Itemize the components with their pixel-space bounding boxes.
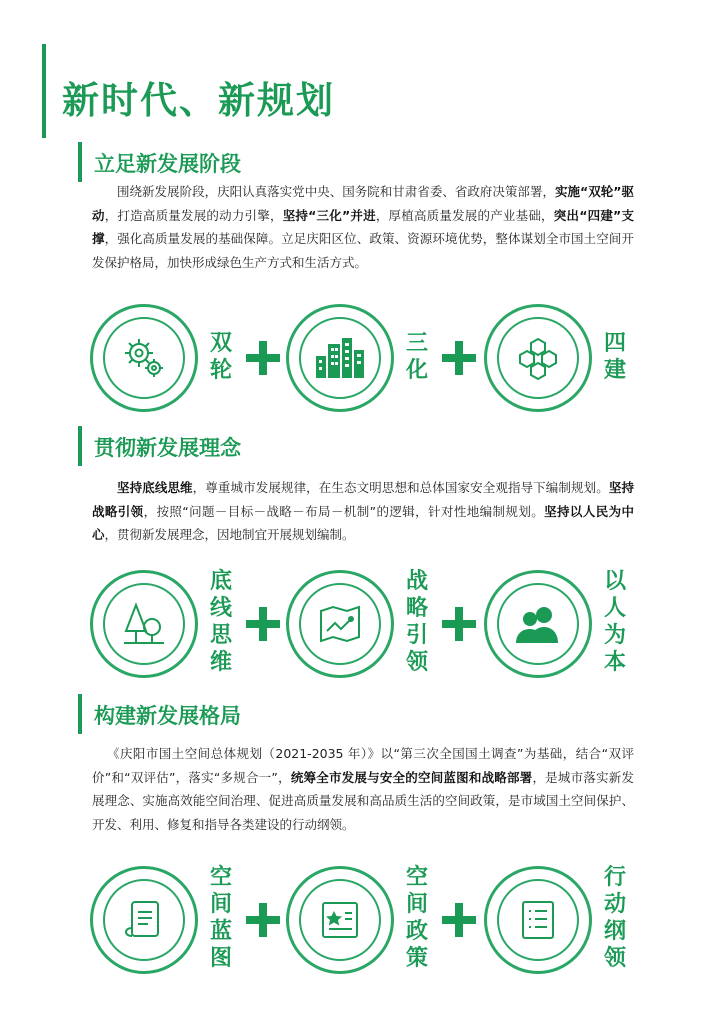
icon-ring bbox=[286, 866, 394, 974]
plus-icon bbox=[246, 341, 280, 375]
icon-ring bbox=[90, 304, 198, 412]
icon-label bbox=[604, 568, 626, 676]
label-char: 底 bbox=[210, 569, 233, 594]
text-run: ，尊重城市发展规律，在生态文明思想和总体国家安全观指导下编制规划。 bbox=[192, 480, 609, 495]
icon-label bbox=[210, 864, 232, 972]
icon-ring bbox=[90, 570, 198, 678]
title-accent-bar bbox=[42, 44, 46, 138]
bold-phrase: 坚持“三化”并进 bbox=[282, 207, 376, 223]
checklist-icon bbox=[519, 898, 557, 942]
plus-icon bbox=[246, 607, 280, 641]
label-char: 线 bbox=[210, 596, 233, 621]
text-run: ，贯彻新发展理念，因地制宜开展规划编制。 bbox=[104, 527, 355, 542]
label-char: 双 bbox=[210, 331, 233, 356]
text-run: ，厚植高质量发展的产业基础， bbox=[375, 207, 554, 223]
label-char: 图 bbox=[210, 946, 233, 971]
label-char: 建 bbox=[604, 358, 627, 383]
section-accent-bar bbox=[78, 426, 82, 466]
bold-phrase: 实施“双轮”驱动 bbox=[92, 184, 634, 223]
plus-icon bbox=[442, 903, 476, 937]
label-char: 蓝 bbox=[210, 919, 233, 944]
label-char: 三 bbox=[406, 331, 429, 356]
icon-ring bbox=[484, 570, 592, 678]
bold-phrase: 统筹全市发展与安全的空间蓝图和战略部署 bbox=[290, 769, 533, 785]
icon-ring bbox=[484, 304, 592, 412]
label-char: 行 bbox=[604, 865, 627, 890]
policy-document-icon bbox=[319, 899, 361, 941]
text-run: ，按照“问题－目标－战略－布局－机制”的逻辑，针对性地编制规划。 bbox=[143, 503, 545, 519]
plus-icon bbox=[246, 903, 280, 937]
section-accent-bar bbox=[78, 694, 82, 734]
icon-ring bbox=[286, 304, 394, 412]
section-accent-bar bbox=[78, 142, 82, 182]
cubes-icon bbox=[515, 335, 561, 381]
label-char: 空 bbox=[406, 865, 429, 890]
section-heading: 立足新发展阶段 bbox=[94, 152, 241, 176]
icon-ring bbox=[484, 866, 592, 974]
label-char: 领 bbox=[604, 946, 627, 971]
section-paragraph bbox=[92, 476, 634, 547]
bold-phrase: 坚持战略引领 bbox=[92, 480, 634, 519]
section-heading: 贯彻新发展理念 bbox=[94, 436, 241, 460]
label-char: 维 bbox=[210, 650, 233, 675]
plus-icon bbox=[442, 607, 476, 641]
bold-phrase: 坚持底线思维 bbox=[117, 480, 193, 495]
icon-label bbox=[210, 330, 232, 384]
label-char: 为 bbox=[604, 623, 627, 648]
label-char: 引 bbox=[406, 623, 429, 648]
icon-label bbox=[406, 864, 428, 972]
section-paragraph bbox=[92, 742, 634, 836]
label-char: 战 bbox=[406, 569, 429, 594]
bold-phrase: 突出“四建”支撑 bbox=[92, 207, 634, 246]
label-char: 领 bbox=[406, 650, 429, 675]
text-run: ，强化高质量发展的基础保障。立足庆阳区位、政策、资源环境优势，整体谋划全市国土空间开发保护格局，加快形成绿色生产方式和生活方式。 bbox=[92, 231, 634, 270]
label-char: 空 bbox=[210, 865, 233, 890]
icon-label bbox=[210, 568, 232, 676]
map-icon bbox=[317, 603, 363, 645]
text-run: ，是城市落实新发展理念、实施高效能空间治理、促进高质量发展和高品质生活的空间政策，是市域国土空间保护、开发、利用、修复和指导各类建设的行动纲领。 bbox=[92, 769, 634, 832]
label-char: 政 bbox=[406, 919, 429, 944]
label-char: 本 bbox=[604, 650, 627, 675]
label-char: 动 bbox=[604, 892, 627, 917]
icon-label bbox=[604, 330, 626, 384]
label-char: 化 bbox=[406, 358, 429, 383]
bold-phrase: 坚持以人民为中心 bbox=[92, 503, 634, 542]
label-char: 轮 bbox=[210, 358, 233, 383]
buildings-icon bbox=[314, 336, 366, 380]
text-run: 围绕新发展阶段，庆阳认真落实党中央、国务院和甘肃省委、省政府决策部署， bbox=[117, 184, 555, 199]
label-char: 略 bbox=[406, 596, 429, 621]
label-char: 间 bbox=[406, 892, 429, 917]
plus-icon bbox=[442, 341, 476, 375]
section-heading: 构建新发展格局 bbox=[94, 704, 241, 728]
icon-label bbox=[604, 864, 626, 972]
scroll-icon bbox=[124, 898, 164, 942]
label-char: 人 bbox=[604, 596, 627, 621]
label-char: 思 bbox=[210, 623, 233, 648]
label-char: 四 bbox=[604, 331, 627, 356]
trees-icon bbox=[120, 601, 168, 647]
icon-ring bbox=[286, 570, 394, 678]
label-char: 策 bbox=[406, 946, 429, 971]
text-run: 《庆阳市国土空间总体规划（2021-2035 年）》以“第三次全国国土调查”为基础，结合“双评价”和“双评估”，落实“多规合一”， bbox=[92, 746, 634, 785]
people-icon bbox=[514, 603, 562, 645]
gears-icon bbox=[119, 333, 169, 383]
page-title: 新时代、新规划 bbox=[62, 79, 335, 122]
label-char: 纲 bbox=[604, 919, 627, 944]
text-run: ，打造高质量发展的动力引擎， bbox=[104, 207, 283, 223]
section-paragraph bbox=[92, 180, 634, 274]
label-char: 以 bbox=[604, 569, 627, 594]
icon-label bbox=[406, 568, 428, 676]
icon-ring bbox=[90, 866, 198, 974]
icon-label bbox=[406, 330, 428, 384]
label-char: 间 bbox=[210, 892, 233, 917]
